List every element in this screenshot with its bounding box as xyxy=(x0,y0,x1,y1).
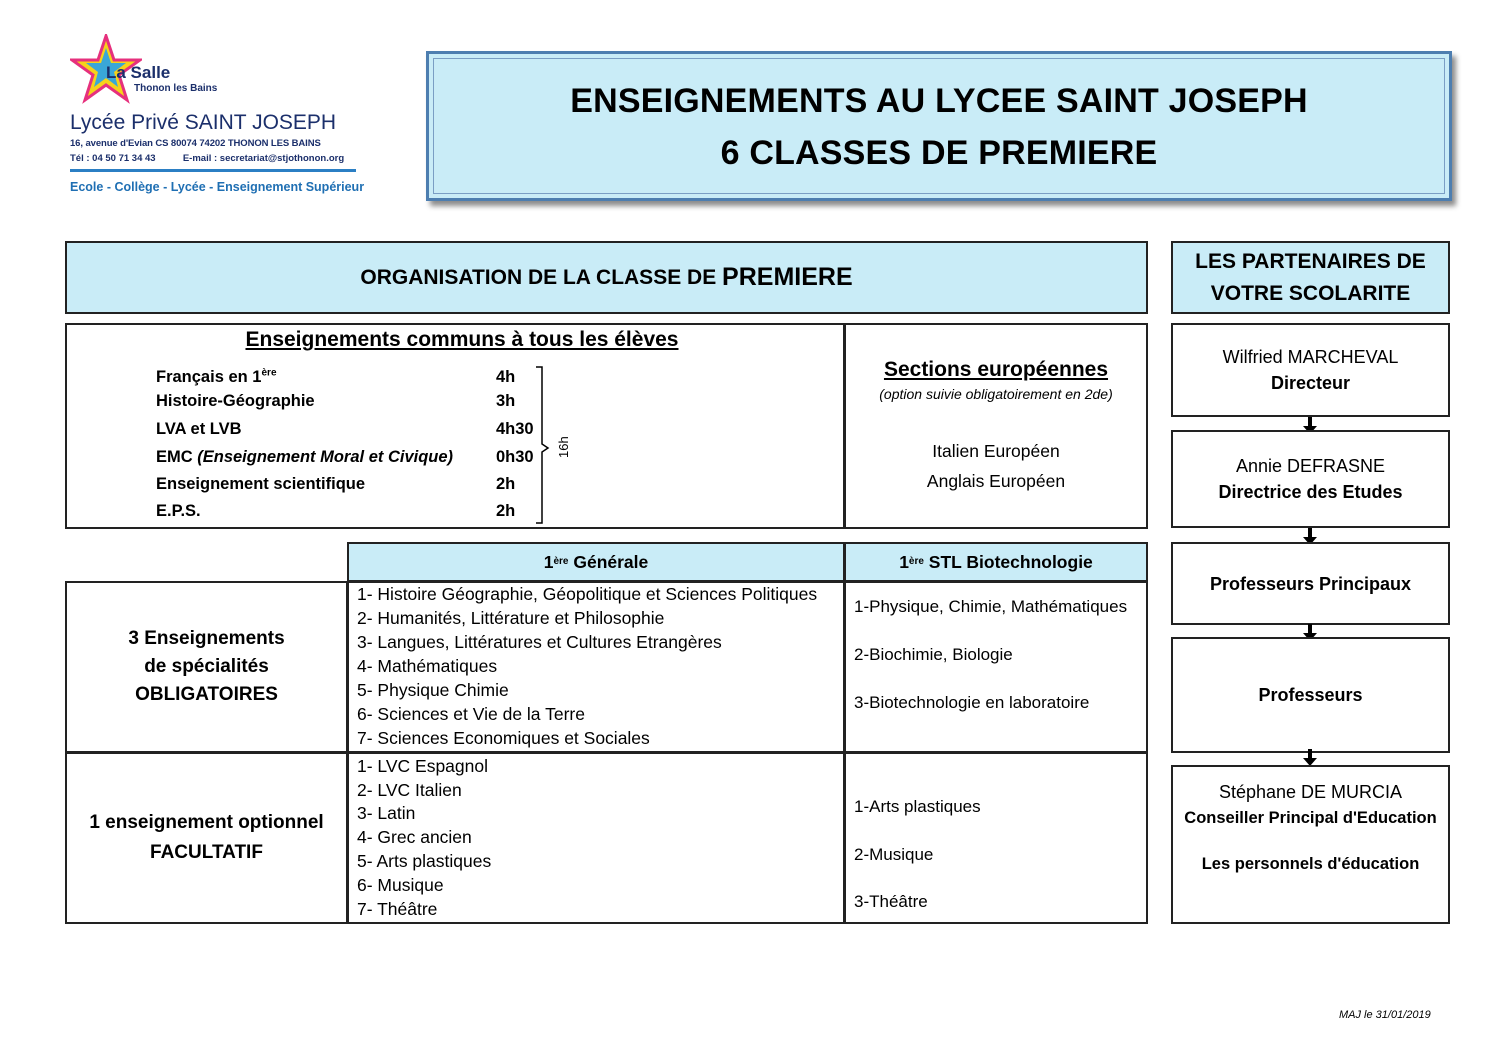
hours-histoire-geo: 3h xyxy=(496,392,516,410)
banner-inner-frame xyxy=(433,58,1445,194)
hours-total-label: 16h xyxy=(556,436,571,458)
list-item: 2- Humanités, Littérature et Philosophie xyxy=(357,608,665,628)
update-date: MAJ le 31/01/2019 xyxy=(1339,1009,1431,1021)
section-anglais: Anglais Européen xyxy=(926,471,1066,491)
partner-director xyxy=(1171,323,1450,417)
partner-principal-teachers: Professeurs Principaux xyxy=(1171,542,1450,625)
partner-teachers: Professeurs xyxy=(1171,637,1450,753)
list-item: 7- Sciences Economiques et Sociales xyxy=(357,728,650,748)
school-name: Lycée Privé SAINT JOSEPH xyxy=(70,111,337,134)
hours-emc: 0h30 xyxy=(496,448,534,466)
title-banner xyxy=(426,51,1452,201)
page-subtitle: 6 CLASSES DE PREMIERE xyxy=(720,134,1158,172)
partners-header-line1: LES PARTENAIRES DE xyxy=(1195,249,1426,273)
hours-eps: 2h xyxy=(496,502,516,520)
studies-director-name: Annie DEFRASNE xyxy=(1235,456,1386,476)
hours-enseignement-scientifique: 2h xyxy=(496,475,516,493)
list-item: 1- Histoire Géographie, Géopolitique et Sciences Politiques xyxy=(357,584,818,604)
studies-director-role: Directrice des Etudes xyxy=(1218,482,1403,502)
column-header-generale: 1 ère Générale xyxy=(347,542,845,582)
director-name: Wilfried MARCHEVAL xyxy=(1222,347,1399,367)
list-item: 7- Théâtre xyxy=(357,899,438,919)
organisation-header-prefix: ORGANISATION DE LA CLASSE DE xyxy=(360,265,723,289)
logo-brand-sub: Thonon les Bains xyxy=(134,83,218,94)
list-item: 2- LVC Italien xyxy=(357,780,462,800)
subject-lva-lvb: LVA et LVB xyxy=(156,420,242,438)
partners-header xyxy=(1171,241,1450,314)
list-item: 5- Physique Chimie xyxy=(357,680,509,700)
european-sections-title: Sections européennes xyxy=(883,358,1109,381)
cpe-role: Conseiller Principal d'Education xyxy=(1184,809,1437,827)
list-item: 6- Musique xyxy=(357,875,444,895)
school-tagline: Ecole - Collège - Lycée - Enseignement Supérieur xyxy=(70,180,365,194)
list-item: 3-Théâtre xyxy=(854,892,928,911)
page-title: ENSEIGNEMENTS AU LYCEE SAINT JOSEPH xyxy=(570,82,1308,120)
director-role: Directeur xyxy=(1270,373,1350,393)
list-item: 1- LVC Espagnol xyxy=(357,756,489,776)
list-item: 3- Latin xyxy=(357,803,416,823)
row-label-optionnel: 1 enseignement optionnel FACULTATIF xyxy=(65,752,348,924)
hours-francais: 4h xyxy=(496,368,516,386)
column-header-stl: 1 ère STL Biotechnologie xyxy=(844,542,1148,582)
european-sections-note: (option suivie obligatoirement en 2de) xyxy=(879,386,1113,402)
partner-cpe xyxy=(1171,765,1450,924)
subject-francais: Français en 1ère xyxy=(156,367,277,386)
hours-lva-lvb: 4h30 xyxy=(496,420,534,438)
list-item: 3-Biotechnologie en laboratoire xyxy=(854,693,1090,712)
school-address: 16, avenue d'Evian CS 80074 74202 THONON LES BAINS xyxy=(70,138,321,149)
subject-emc: EMC (Enseignement Moral et Civique) xyxy=(156,448,454,466)
list-item: 6- Sciences et Vie de la Terre xyxy=(357,704,585,724)
logo-brand: La Salle xyxy=(106,63,171,82)
european-sections-box xyxy=(844,323,1148,529)
section-italien: Italien Européen xyxy=(932,441,1060,461)
subject-enseignement-scientifique: Enseignement scientifique xyxy=(156,475,366,493)
common-teachings-title: Enseignements communs à tous les élèves xyxy=(245,328,679,351)
organisation-header-emphasis: PREMIERE xyxy=(722,263,853,291)
partners-header-line2: VOTRE SCOLARITE xyxy=(1210,281,1411,305)
list-item: 1-Physique, Chimie, Mathématiques xyxy=(854,597,1128,616)
list-item: 2-Musique xyxy=(854,845,934,864)
cpe-name: Stéphane DE MURCIA xyxy=(1218,782,1403,802)
list-item: 2-Biochimie, Biologie xyxy=(854,645,1013,664)
list-item: 4- Grec ancien xyxy=(357,827,472,847)
list-item: 4- Mathématiques xyxy=(357,656,498,676)
school-email: E-mail : secretariat@stjothonon.org xyxy=(182,153,345,164)
cpe-extra: Les personnels d'éducation xyxy=(1201,855,1420,873)
list-item: 3- Langues, Littératures et Cultures Etrangères xyxy=(357,632,722,652)
partner-studies-director xyxy=(1171,430,1450,528)
subject-eps: E.P.S. xyxy=(156,502,201,520)
school-phone: Tél : 04 50 71 34 43 xyxy=(70,153,156,164)
school-contact xyxy=(70,153,344,164)
organisation-header xyxy=(65,241,1148,314)
subject-histoire-geo: Histoire-Géographie xyxy=(156,392,315,410)
row-label-specialites: 3 Enseignements de spécialités OBLIGATOIRES xyxy=(65,581,348,753)
list-item: 5- Arts plastiques xyxy=(357,851,492,871)
logo-divider xyxy=(70,169,356,172)
list-item: 1-Arts plastiques xyxy=(854,797,981,816)
